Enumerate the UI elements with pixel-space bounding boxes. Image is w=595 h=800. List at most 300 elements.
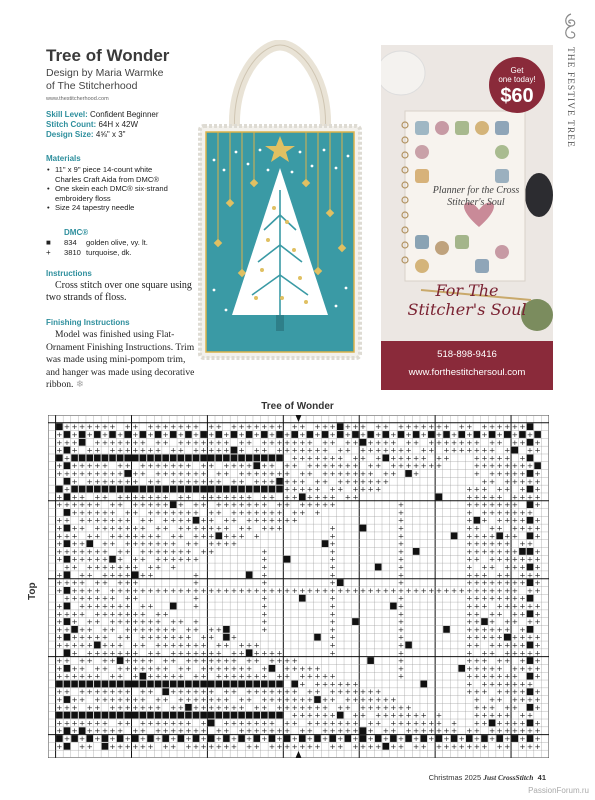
footer-magazine: Just CrossStitch bbox=[483, 773, 534, 782]
stitch-turquoise: + bbox=[321, 718, 329, 728]
stitch-turquoise: + bbox=[109, 702, 116, 712]
stitch-turquoise: + bbox=[56, 609, 63, 619]
stitch-turquoise: + bbox=[488, 734, 496, 744]
stitch-turquoise: + bbox=[238, 648, 245, 658]
stitch-turquoise: + bbox=[208, 422, 215, 432]
stitch-turquoise: + bbox=[420, 585, 427, 595]
stitch-turquoise: + bbox=[344, 585, 351, 595]
stitch-turquoise: + bbox=[132, 593, 139, 603]
stitch-turquoise: + bbox=[284, 445, 291, 455]
stitch-turquoise: + bbox=[215, 507, 222, 517]
stitch-turquoise: + bbox=[382, 437, 389, 447]
stitch-turquoise: + bbox=[117, 718, 124, 728]
stitch-turquoise: + bbox=[496, 453, 503, 463]
stitch-turquoise: + bbox=[253, 445, 260, 455]
price-badge bbox=[489, 57, 545, 113]
stitch-turquoise: + bbox=[79, 663, 86, 673]
stitch-turquoise: + bbox=[511, 679, 518, 689]
stitch-turquoise: + bbox=[420, 453, 427, 463]
stitch-turquoise: + bbox=[261, 546, 268, 556]
stitch-turquoise: + bbox=[352, 726, 359, 736]
stitch-turquoise: + bbox=[215, 640, 222, 650]
stitch-turquoise: + bbox=[154, 585, 162, 595]
stitch-turquoise: + bbox=[208, 445, 215, 455]
stitch-turquoise: + bbox=[299, 445, 306, 455]
page-footer bbox=[429, 773, 546, 782]
stitch-turquoise: + bbox=[466, 422, 473, 432]
stitch-turquoise: + bbox=[147, 546, 154, 556]
stitch-turquoise: + bbox=[526, 617, 534, 627]
stitch-turquoise: + bbox=[71, 695, 78, 705]
stitch-turquoise: + bbox=[200, 687, 207, 697]
stitch-turquoise: + bbox=[397, 539, 405, 549]
stitch-turquoise: + bbox=[397, 632, 405, 642]
stitch-turquoise: + bbox=[86, 726, 93, 736]
stitch-turquoise: + bbox=[94, 523, 101, 533]
stitch-turquoise: + bbox=[230, 734, 238, 744]
stitch-turquoise: + bbox=[466, 539, 473, 549]
stitch-turquoise: + bbox=[519, 663, 526, 673]
stitch-turquoise: + bbox=[261, 461, 268, 471]
stitch-turquoise: + bbox=[177, 531, 184, 541]
stitch-turquoise: + bbox=[170, 656, 177, 666]
stitch-turquoise: + bbox=[147, 648, 154, 658]
stitch-turquoise: + bbox=[284, 468, 291, 478]
stitch-turquoise: + bbox=[79, 422, 86, 432]
stitch-turquoise: + bbox=[314, 476, 321, 486]
stitch-turquoise: + bbox=[208, 687, 215, 697]
stitch-turquoise: + bbox=[139, 640, 146, 650]
stitch-turquoise: + bbox=[86, 468, 93, 478]
stitch-turquoise: + bbox=[79, 500, 86, 510]
stitch-turquoise: + bbox=[238, 492, 245, 502]
stitch-turquoise: + bbox=[94, 554, 101, 564]
stitch-turquoise: + bbox=[124, 531, 131, 541]
stitch-turquoise: + bbox=[230, 476, 238, 486]
stitch-turquoise: + bbox=[177, 640, 184, 650]
stitch-turquoise: + bbox=[79, 554, 86, 564]
stitch-turquoise: + bbox=[413, 437, 420, 447]
stitch-turquoise: + bbox=[139, 718, 146, 728]
stitch-turquoise: + bbox=[253, 718, 260, 728]
stitch-turquoise: + bbox=[337, 734, 344, 744]
stitch-turquoise: + bbox=[526, 695, 534, 705]
stitch-turquoise: + bbox=[481, 476, 488, 486]
stitch-turquoise: + bbox=[238, 476, 245, 486]
stitch-turquoise: + bbox=[291, 695, 298, 705]
stitch-turquoise: + bbox=[79, 468, 86, 478]
stitch-turquoise: + bbox=[261, 624, 268, 634]
stitch-turquoise: + bbox=[390, 453, 397, 463]
stitch-turquoise: + bbox=[291, 710, 298, 720]
stitch-turquoise: + bbox=[177, 632, 184, 642]
stitch-turquoise: + bbox=[238, 663, 245, 673]
stitch-turquoise: + bbox=[177, 468, 184, 478]
stitch-turquoise: + bbox=[192, 539, 200, 549]
stitch-turquoise: + bbox=[314, 679, 321, 689]
stitch-turquoise: + bbox=[473, 445, 480, 455]
stitch-turquoise: + bbox=[466, 726, 473, 736]
stitch-turquoise: + bbox=[504, 515, 511, 525]
stitch-gold bbox=[253, 454, 260, 461]
stitch-turquoise: + bbox=[154, 663, 162, 673]
stitch-turquoise: + bbox=[132, 531, 139, 541]
stitch-turquoise: + bbox=[519, 632, 526, 642]
stitch-turquoise: + bbox=[86, 617, 93, 627]
stitch-turquoise: + bbox=[306, 445, 313, 455]
stitch-turquoise: + bbox=[253, 429, 260, 439]
stitch-turquoise: + bbox=[200, 492, 207, 502]
stitch-turquoise: + bbox=[71, 546, 78, 556]
stitch-turquoise: + bbox=[488, 492, 496, 502]
stitch-turquoise: + bbox=[405, 422, 412, 432]
stitch-turquoise: + bbox=[246, 718, 253, 728]
stitch-turquoise: + bbox=[299, 671, 306, 681]
stitch-turquoise: + bbox=[223, 437, 230, 447]
stitch-turquoise: + bbox=[185, 718, 192, 728]
stitch-turquoise: + bbox=[124, 718, 131, 728]
stitch-turquoise: + bbox=[526, 492, 534, 502]
stitch-turquoise: + bbox=[473, 640, 480, 650]
stitch-turquoise: + bbox=[192, 601, 200, 611]
stitch-turquoise: + bbox=[109, 539, 116, 549]
stitch-turquoise: + bbox=[534, 476, 541, 486]
count-label: Stitch Count: bbox=[46, 120, 97, 129]
stitch-turquoise: + bbox=[466, 663, 473, 673]
stitch-turquoise: + bbox=[359, 422, 367, 432]
stitch-turquoise: + bbox=[496, 609, 503, 619]
stitch-turquoise: + bbox=[344, 422, 351, 432]
stitch-turquoise: + bbox=[101, 656, 109, 666]
stitch-turquoise: + bbox=[504, 539, 511, 549]
stitch-turquoise: + bbox=[496, 507, 503, 517]
floss-number: 834 bbox=[64, 238, 77, 247]
stitch-turquoise: + bbox=[428, 734, 435, 744]
stitch-turquoise: + bbox=[526, 710, 534, 720]
stitch-turquoise: + bbox=[511, 492, 518, 502]
stitch-turquoise: + bbox=[139, 437, 146, 447]
stitch-turquoise: + bbox=[496, 554, 503, 564]
stitch-turquoise: + bbox=[117, 437, 124, 447]
stitch-turquoise: + bbox=[390, 437, 397, 447]
stitch-turquoise: + bbox=[466, 507, 473, 517]
stitch-turquoise: + bbox=[86, 422, 93, 432]
stitch-turquoise: + bbox=[238, 468, 245, 478]
stitch-turquoise: + bbox=[299, 422, 306, 432]
stitch-turquoise: + bbox=[496, 726, 503, 736]
stitch-turquoise: + bbox=[481, 492, 488, 502]
stitch-turquoise: + bbox=[458, 445, 465, 455]
stitch-turquoise: + bbox=[344, 718, 351, 728]
stitch-gold bbox=[390, 603, 397, 610]
stitch-turquoise: + bbox=[56, 500, 63, 510]
stitch-turquoise: + bbox=[299, 500, 306, 510]
stitch-turquoise: + bbox=[284, 484, 291, 494]
stitch-turquoise: + bbox=[344, 695, 351, 705]
stitch-turquoise: + bbox=[526, 445, 534, 455]
stitch-turquoise: + bbox=[253, 500, 260, 510]
stitch-turquoise: + bbox=[329, 429, 336, 439]
stitch-turquoise: + bbox=[117, 687, 124, 697]
stitch-turquoise: + bbox=[488, 710, 496, 720]
stitch-turquoise: + bbox=[397, 609, 405, 619]
stitch-turquoise: + bbox=[496, 484, 503, 494]
stitch-gold bbox=[231, 431, 238, 438]
stitch-gold bbox=[238, 735, 245, 742]
stitch-turquoise: + bbox=[170, 562, 177, 572]
stitch-turquoise: + bbox=[466, 593, 473, 603]
stitch-turquoise: + bbox=[428, 422, 435, 432]
stitch-turquoise: + bbox=[519, 476, 526, 486]
stitch-turquoise: + bbox=[124, 609, 131, 619]
stitch-turquoise: + bbox=[101, 492, 109, 502]
stitch-turquoise: + bbox=[147, 492, 154, 502]
stitch-turquoise: + bbox=[382, 445, 389, 455]
stitch-turquoise: + bbox=[117, 648, 124, 658]
stitch-turquoise: + bbox=[139, 523, 146, 533]
stitch-turquoise: + bbox=[208, 507, 215, 517]
ad-contact-bar bbox=[381, 341, 553, 390]
stitch-turquoise: + bbox=[504, 687, 511, 697]
stitch-turquoise: + bbox=[466, 523, 473, 533]
stitch-turquoise: + bbox=[238, 726, 245, 736]
stitch-turquoise: + bbox=[321, 445, 329, 455]
stitch-turquoise: + bbox=[488, 546, 496, 556]
stitch-turquoise: + bbox=[413, 710, 420, 720]
stitch-turquoise: + bbox=[352, 585, 359, 595]
stitch-turquoise: + bbox=[63, 656, 71, 666]
stitch-turquoise: + bbox=[185, 656, 192, 666]
stitch-turquoise: + bbox=[481, 624, 488, 634]
stitch-turquoise: + bbox=[291, 437, 298, 447]
stitch-turquoise: + bbox=[132, 663, 139, 673]
stitch-turquoise: + bbox=[405, 453, 412, 463]
stitch-turquoise: + bbox=[534, 562, 541, 572]
stitch-turquoise: + bbox=[192, 429, 200, 439]
stitch-turquoise: + bbox=[56, 687, 63, 697]
stitch-turquoise: + bbox=[246, 461, 253, 471]
stitch-turquoise: + bbox=[79, 687, 86, 697]
stitch-turquoise: + bbox=[268, 468, 276, 478]
stitch-turquoise: + bbox=[276, 656, 283, 666]
stitch-turquoise: + bbox=[94, 702, 101, 712]
swirl-icon bbox=[561, 12, 581, 42]
stitch-turquoise: + bbox=[208, 531, 215, 541]
stitch-turquoise: + bbox=[200, 531, 207, 541]
stitch-turquoise: + bbox=[117, 609, 124, 619]
stitch-turquoise: + bbox=[276, 468, 283, 478]
stitch-gold bbox=[238, 681, 245, 688]
stitch-turquoise: + bbox=[223, 539, 230, 549]
stitch-turquoise: + bbox=[170, 585, 177, 595]
stitch-turquoise: + bbox=[329, 648, 336, 658]
stitch-turquoise: + bbox=[147, 702, 154, 712]
stitch-turquoise: + bbox=[299, 710, 306, 720]
stitch-turquoise: + bbox=[534, 484, 541, 494]
stitch-turquoise: + bbox=[101, 468, 109, 478]
stitch-turquoise: + bbox=[291, 422, 298, 432]
stitch-turquoise: + bbox=[71, 531, 78, 541]
material-item: • One skein each DMC® six-strand embroidery floss bbox=[46, 184, 171, 203]
stitch-turquoise: + bbox=[86, 601, 93, 611]
stitch-turquoise: + bbox=[284, 718, 291, 728]
stitch-turquoise: + bbox=[177, 523, 184, 533]
stitch-turquoise: + bbox=[276, 523, 283, 533]
stitch-turquoise: + bbox=[329, 726, 336, 736]
stitch-turquoise: + bbox=[496, 461, 503, 471]
stitch-turquoise: + bbox=[519, 453, 526, 463]
stitch-turquoise: + bbox=[56, 695, 63, 705]
stitch-turquoise: + bbox=[276, 445, 283, 455]
stitch-turquoise: + bbox=[208, 585, 215, 595]
stitch-turquoise: + bbox=[428, 585, 435, 595]
stitch-turquoise: + bbox=[170, 702, 177, 712]
stitch-turquoise: + bbox=[154, 468, 162, 478]
stitch-turquoise: + bbox=[86, 531, 93, 541]
stitch-turquoise: + bbox=[94, 468, 101, 478]
stitch-turquoise: + bbox=[534, 445, 541, 455]
stitch-turquoise: + bbox=[496, 585, 503, 595]
stitch-turquoise: + bbox=[511, 687, 518, 697]
stitch-turquoise: + bbox=[185, 507, 192, 517]
stitch-turquoise: + bbox=[314, 445, 321, 455]
stitch-turquoise: + bbox=[504, 648, 511, 658]
stitch-turquoise: + bbox=[154, 695, 162, 705]
stitch-turquoise: + bbox=[139, 663, 146, 673]
stitch-turquoise: + bbox=[215, 437, 222, 447]
stitch-gold bbox=[216, 681, 223, 688]
stitch-turquoise: + bbox=[511, 617, 518, 627]
stitch-turquoise: + bbox=[496, 687, 503, 697]
stitch-gold bbox=[352, 618, 359, 625]
stitch-turquoise: + bbox=[504, 468, 511, 478]
stitch-turquoise: + bbox=[420, 461, 427, 471]
stitch-turquoise: + bbox=[238, 718, 245, 728]
stitch-turquoise: + bbox=[268, 492, 276, 502]
floss-key bbox=[46, 238, 148, 258]
stitch-gold bbox=[208, 720, 215, 727]
stitch-turquoise: + bbox=[299, 476, 306, 486]
stitch-turquoise: + bbox=[519, 507, 526, 517]
stitch-turquoise: + bbox=[488, 554, 496, 564]
stitch-turquoise: + bbox=[162, 422, 169, 432]
stitch-turquoise: + bbox=[71, 468, 78, 478]
stitch-turquoise: + bbox=[504, 453, 511, 463]
stitch-turquoise: + bbox=[162, 632, 169, 642]
stitch-turquoise: + bbox=[200, 585, 207, 595]
stitch-turquoise: + bbox=[147, 476, 154, 486]
ad-phone: 518-898-9416 bbox=[437, 349, 497, 360]
stitch-turquoise: + bbox=[496, 624, 503, 634]
stitch-turquoise: + bbox=[451, 585, 458, 595]
stitch-turquoise: + bbox=[511, 523, 518, 533]
stitch-turquoise: + bbox=[473, 609, 480, 619]
stitch-turquoise: + bbox=[299, 702, 306, 712]
stitch-turquoise: + bbox=[208, 648, 215, 658]
stitch-turquoise: + bbox=[132, 429, 139, 439]
stitch-turquoise: + bbox=[284, 492, 291, 502]
stitch-turquoise: + bbox=[268, 523, 276, 533]
stitch-turquoise: + bbox=[511, 663, 518, 673]
stitch-turquoise: + bbox=[329, 578, 336, 588]
stitch-turquoise: + bbox=[352, 695, 359, 705]
chart-top-label: Top bbox=[27, 582, 38, 600]
dmc-heading: DMC® bbox=[64, 228, 89, 237]
stitch-turquoise: + bbox=[397, 624, 405, 634]
stitch-turquoise: + bbox=[63, 500, 71, 510]
stitch-turquoise: + bbox=[154, 702, 162, 712]
stitch-turquoise: + bbox=[79, 632, 86, 642]
stitch-turquoise: + bbox=[405, 437, 412, 447]
stitch-turquoise: + bbox=[215, 663, 222, 673]
stitch-turquoise: + bbox=[299, 468, 306, 478]
stitch-turquoise: + bbox=[299, 726, 306, 736]
stitch-turquoise: + bbox=[534, 609, 541, 619]
stitch-turquoise: + bbox=[435, 429, 443, 439]
stitch-turquoise: + bbox=[367, 718, 374, 728]
stitch-turquoise: + bbox=[488, 445, 496, 455]
stitch-turquoise: + bbox=[223, 671, 230, 681]
floss-number: 3810 bbox=[64, 248, 81, 257]
stitch-turquoise: + bbox=[147, 601, 154, 611]
stitch-turquoise: + bbox=[139, 726, 146, 736]
stitch-turquoise: + bbox=[511, 640, 518, 650]
floss-row bbox=[46, 238, 148, 248]
finishing-heading: Finishing Instructions bbox=[46, 318, 130, 327]
stitch-turquoise: + bbox=[147, 461, 154, 471]
stitch-turquoise: + bbox=[511, 546, 518, 556]
stitch-turquoise: + bbox=[466, 562, 473, 572]
stitch-turquoise: + bbox=[139, 632, 146, 642]
stitch-turquoise: + bbox=[215, 585, 222, 595]
stitch-turquoise: + bbox=[139, 734, 146, 744]
stitch-turquoise: + bbox=[428, 718, 435, 728]
skill-value: Confident Beginner bbox=[90, 110, 159, 119]
stitch-turquoise: + bbox=[466, 640, 473, 650]
stitch-turquoise: + bbox=[109, 617, 116, 627]
stitch-turquoise: + bbox=[109, 422, 116, 432]
stitch-turquoise: + bbox=[86, 624, 93, 634]
stitch-turquoise: + bbox=[284, 515, 291, 525]
stitch-turquoise: + bbox=[238, 702, 245, 712]
stitch-turquoise: + bbox=[299, 507, 306, 517]
stitch-turquoise: + bbox=[390, 718, 397, 728]
stitch-turquoise: + bbox=[268, 695, 276, 705]
stitch-turquoise: + bbox=[192, 593, 200, 603]
stitch-turquoise: + bbox=[473, 531, 480, 541]
stitch-turquoise: + bbox=[139, 500, 146, 510]
stitch-turquoise: + bbox=[71, 500, 78, 510]
stitch-turquoise: + bbox=[101, 726, 109, 736]
stitch-turquoise: + bbox=[413, 422, 420, 432]
stitch-turquoise: + bbox=[481, 679, 488, 689]
stitch-turquoise: + bbox=[291, 445, 298, 455]
stitch-gold bbox=[276, 486, 283, 493]
stitch-turquoise: + bbox=[56, 539, 63, 549]
stitch-turquoise: + bbox=[534, 671, 541, 681]
stitch-turquoise: + bbox=[397, 648, 405, 658]
stitch-turquoise: + bbox=[443, 734, 450, 744]
stitch-turquoise: + bbox=[162, 492, 169, 502]
stitch-turquoise: + bbox=[337, 484, 344, 494]
stitch-turquoise: + bbox=[413, 585, 420, 595]
stitch-turquoise: + bbox=[192, 554, 200, 564]
stitch-gold bbox=[208, 712, 215, 719]
stitch-turquoise: + bbox=[367, 726, 374, 736]
stitch-turquoise: + bbox=[79, 695, 86, 705]
stitch-turquoise: + bbox=[397, 741, 405, 751]
stitch-turquoise: + bbox=[117, 515, 124, 525]
